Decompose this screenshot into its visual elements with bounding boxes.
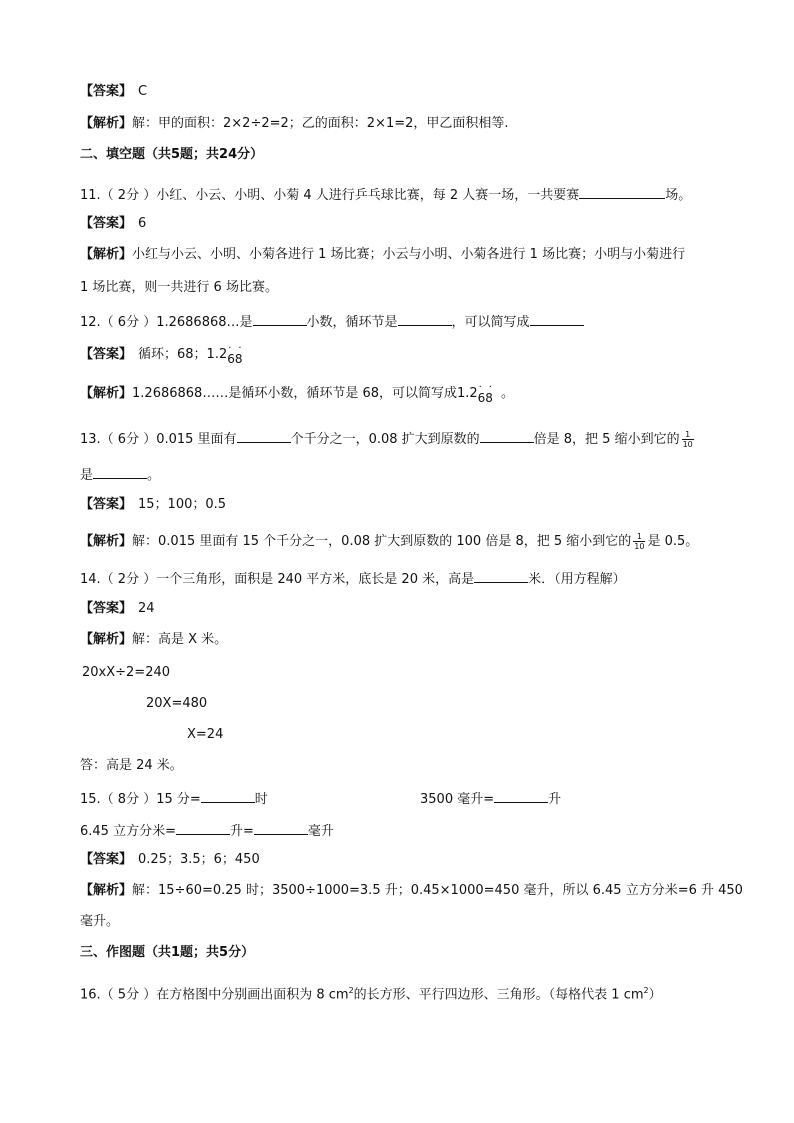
- question-text: ）: [648, 987, 662, 1003]
- answer-tag: 【答案】: [80, 601, 133, 616]
- question-text: 14.（ 2分 ）一个三角形，面积是 240 平方米，底长是 20 米，高是: [80, 572, 475, 587]
- q14-analysis-line: [80, 631, 227, 649]
- question-text: 个千分之一，0.08 扩大到原数的: [290, 432, 480, 447]
- analysis-tag: 【解析】: [80, 883, 133, 898]
- repeating-decimal: · · 68: [227, 343, 243, 366]
- q13-stem-cont: [80, 464, 160, 485]
- question-text: 。: [147, 468, 161, 483]
- q14-stem: [80, 568, 626, 589]
- question-text: 升: [548, 792, 562, 807]
- answer-blank[interactable]: [480, 428, 534, 443]
- answer-text: 15；100；0.5: [138, 497, 227, 512]
- fraction-denominator: 10: [682, 440, 693, 449]
- answer-blank[interactable]: [254, 820, 308, 835]
- question-text: 12.（ 6分 ）1.2686868…是: [80, 315, 253, 330]
- analysis-text: 小红与小云、小明、小菊各进行 1 场比赛；小云与小明、小菊各进行 1 场比赛；小明与小菊进行: [132, 247, 686, 262]
- analysis-text: 。: [500, 386, 514, 401]
- q13-answer-line: [80, 496, 226, 514]
- q10-answer-line: [80, 83, 147, 101]
- fraction: [682, 430, 694, 449]
- question-text: 16.（ 5分 ）在方格图中分别画出面积为 8 cm: [80, 987, 349, 1003]
- question-text: 11.（ 2分 ）小红、小云、小明、小菊 4 人进行乒乓球比赛，每 2 人赛一场，一共要赛: [80, 188, 580, 203]
- answer-blank[interactable]: [474, 568, 528, 583]
- question-text: 小数，循环节是: [306, 315, 398, 330]
- q15-stem-right: [420, 788, 561, 809]
- analysis-text: 1.2686868……是循环小数，循环节是 68，可以简写成1.2: [132, 386, 478, 401]
- fraction-numerator: 1: [633, 532, 645, 542]
- question-text: 6.45 立方分米=: [80, 824, 176, 839]
- analysis-tag: 【解析】: [80, 247, 133, 262]
- answer-blank[interactable]: [579, 184, 665, 199]
- q12-answer-line: [80, 343, 243, 368]
- superscript: 2: [348, 986, 354, 995]
- question-text: 13.（ 6分 ）0.015 里面有: [80, 432, 237, 447]
- question-text: 时: [254, 792, 268, 807]
- answer-blank[interactable]: [176, 820, 230, 835]
- q10-analysis-line: [80, 115, 509, 133]
- equation-line: 20X=480: [146, 696, 208, 711]
- q15-analysis-line: [80, 882, 743, 900]
- answer-text: 6: [138, 216, 147, 231]
- q15-answer-line: [80, 851, 260, 869]
- analysis-text: 解：甲的面积：2×2÷2=2；乙的面积：2×1=2，甲乙面积相等.: [132, 116, 509, 131]
- repeating-decimal: · · 68: [477, 382, 493, 405]
- answer-blank[interactable]: [494, 788, 548, 803]
- q11-answer-line: [80, 215, 146, 233]
- question-text: 是: [80, 468, 94, 483]
- answer-text: 循环；68；1.2: [138, 347, 228, 362]
- q11-analysis-line: [80, 246, 685, 264]
- q12-analysis-line: [80, 382, 514, 407]
- q13-analysis-line: [80, 532, 698, 551]
- equation-line: X=24: [187, 727, 224, 742]
- analysis-tag: 【解析】: [80, 632, 133, 647]
- answer-tag: 【答案】: [80, 216, 133, 231]
- answer-text: 24: [138, 601, 155, 616]
- answer-tag: 【答案】: [80, 852, 133, 867]
- answer-blank[interactable]: [93, 464, 147, 479]
- answer-blank[interactable]: [253, 311, 307, 326]
- analysis-tag: 【解析】: [80, 534, 133, 549]
- section-title: 二、填空题（共5题；共24分）: [80, 147, 264, 162]
- fraction: [633, 532, 645, 551]
- answer-text: C: [138, 84, 148, 99]
- analysis-text: 解：0.015 里面有 15 个千分之一，0.08 扩大到原数的 100 倍是 8，把 5 缩小到它的: [132, 534, 632, 549]
- question-text: 米．（用方程解）: [528, 572, 626, 587]
- q16-stem: [80, 982, 662, 1004]
- analysis-tag: 【解析】: [80, 386, 133, 401]
- q13-stem: [80, 428, 696, 449]
- question-text: 场。: [665, 188, 692, 203]
- q15-stem: [80, 788, 268, 809]
- fraction-denominator: 10: [634, 542, 645, 551]
- answer-tag: 【答案】: [80, 497, 133, 512]
- repetend: 68: [477, 391, 493, 405]
- analysis-text: 是 0.5。: [647, 534, 699, 549]
- q11-analysis-cont: 1 场比赛，则一共进行 6 场比赛。: [80, 280, 278, 295]
- q11-stem: [80, 184, 691, 205]
- q15-stem-cont: [80, 820, 334, 841]
- analysis-text: 解：15÷60=0.25 时；3500÷1000=3.5 升；0.45×1000=450 毫升，所以 6.45 立方分米=6 升 450: [132, 883, 743, 898]
- q14-reply: 答：高是 24 米。: [80, 758, 183, 773]
- q12-stem: [80, 311, 584, 332]
- answer-blank[interactable]: [398, 311, 452, 326]
- answer-blank[interactable]: [530, 311, 584, 326]
- answer-blank[interactable]: [237, 428, 291, 443]
- section-title: 三、作图题（共1题；共5分）: [80, 945, 255, 960]
- question-text: 倍是 8，把 5 缩小到它的: [533, 432, 680, 447]
- repetend: 68: [227, 352, 243, 366]
- analysis-tag: 【解析】: [80, 116, 133, 131]
- question-text: 15.（ 8分 ）15 分=: [80, 792, 201, 807]
- superscript: 2: [643, 986, 649, 995]
- answer-text: 0.25；3.5；6；450: [138, 852, 260, 867]
- answer-blank[interactable]: [201, 788, 255, 803]
- analysis-text: 解：高是 X 米。: [132, 632, 228, 647]
- question-text: ，可以简写成: [451, 315, 530, 330]
- fraction-numerator: 1: [682, 430, 694, 440]
- question-text: 3500 毫升=: [420, 792, 495, 807]
- equation-line: 20xX÷2=240: [82, 665, 171, 680]
- q14-answer-line: [80, 600, 155, 618]
- question-text: 的长方形、平行四边形、三角形。（每格代表 1 cm: [353, 987, 644, 1003]
- question-text: 升=: [229, 824, 254, 839]
- question-text: 毫升: [307, 824, 334, 839]
- answer-tag: 【答案】: [80, 347, 133, 362]
- answer-tag: 【答案】: [80, 84, 133, 99]
- q15-analysis-cont: 毫升。: [80, 914, 120, 929]
